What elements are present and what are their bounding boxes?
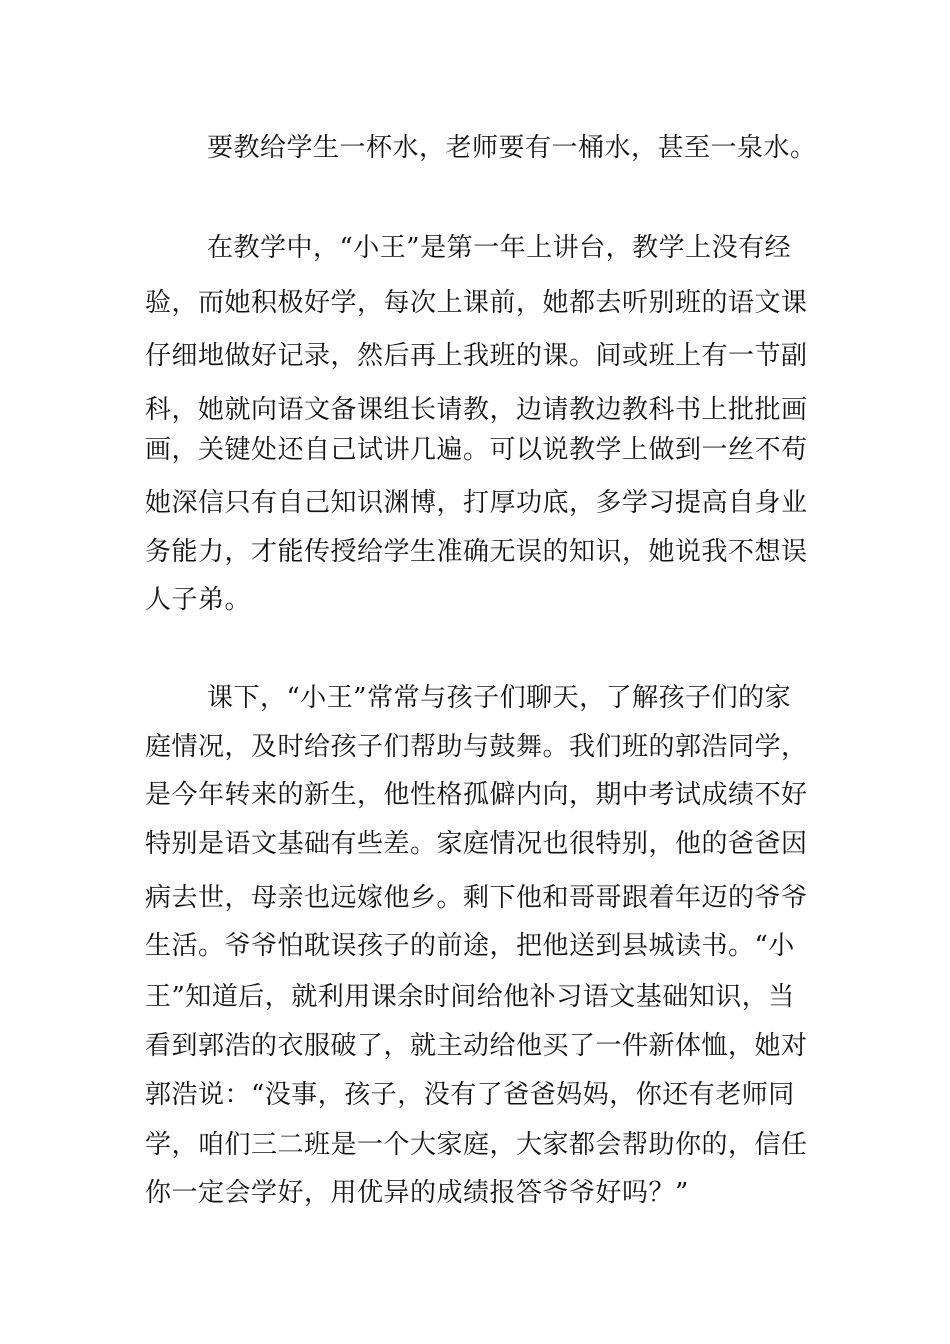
- paragraph-2-line-2: 验，而她积极好学，每次上课前，她都去听别班的语文课: [145, 288, 808, 318]
- paragraph-3-line-1: 课下，“小王”常常与孩子们聊天，了解孩子们的家: [207, 683, 792, 713]
- paragraph-3-line-4: 特别是语文基础有些差。家庭情况也很特别，他的爸爸因: [145, 829, 808, 859]
- paragraph-3-line-3: 是今年转来的新生，他性格孤僻内向，期中考试成绩不好: [145, 780, 808, 810]
- paragraph-2-line-5: 画，关键处还自己试讲几遍。可以说教学上做到一丝不苟: [145, 435, 808, 465]
- paragraph-1-line-1: 要教给学生一杯水，老师要有一桶水，甚至一泉水。: [207, 133, 817, 163]
- paragraph-2-line-4: 科，她就向语文备课组长请教，边请教边教科书上批批画: [145, 395, 808, 425]
- paragraph-3-line-10: 学，咱们三二班是一个大家庭，大家都会帮助你的，信任: [145, 1130, 808, 1160]
- paragraph-2-line-3: 仔细地做好记录，然后再上我班的课。间或班上有一节副: [145, 341, 808, 371]
- paragraph-3-line-5: 病去世，母亲也远嫁他乡。剩下他和哥哥跟着年迈的爷爷: [145, 883, 808, 913]
- paragraph-2-line-8: 人子弟。: [145, 585, 252, 615]
- paragraph-3-line-2: 庭情况，及时给孩子们帮助与鼓舞。我们班的郭浩同学，: [145, 732, 808, 762]
- paragraph-2-line-6: 她深信只有自己知识渊博，打厚功底，多学习提高自身业: [145, 488, 808, 518]
- paragraph-2-line-7: 务能力，才能传授给学生准确无误的知识，她说我不想误: [145, 537, 808, 567]
- paragraph-2-line-1: 在教学中，“小王”是第一年上讲台，教学上没有经: [207, 233, 792, 263]
- paragraph-3-line-11: 你一定会学好，用优异的成绩报答爷爷好吗？”: [145, 1178, 689, 1208]
- paragraph-3-line-9: 郭浩说：“没事，孩子，没有了爸爸妈妈，你还有老师同: [145, 1080, 795, 1110]
- paragraph-3-line-8: 看到郭浩的衣服破了，就主动给他买了一件新体恤，她对: [145, 1031, 808, 1061]
- paragraph-3-line-7: 王”知道后，就利用课余时间给他补习语文基础知识，当: [145, 982, 795, 1012]
- paragraph-3-line-6: 生活。爷爷怕耽误孩子的前途，把他送到县城读书。“小: [145, 931, 795, 961]
